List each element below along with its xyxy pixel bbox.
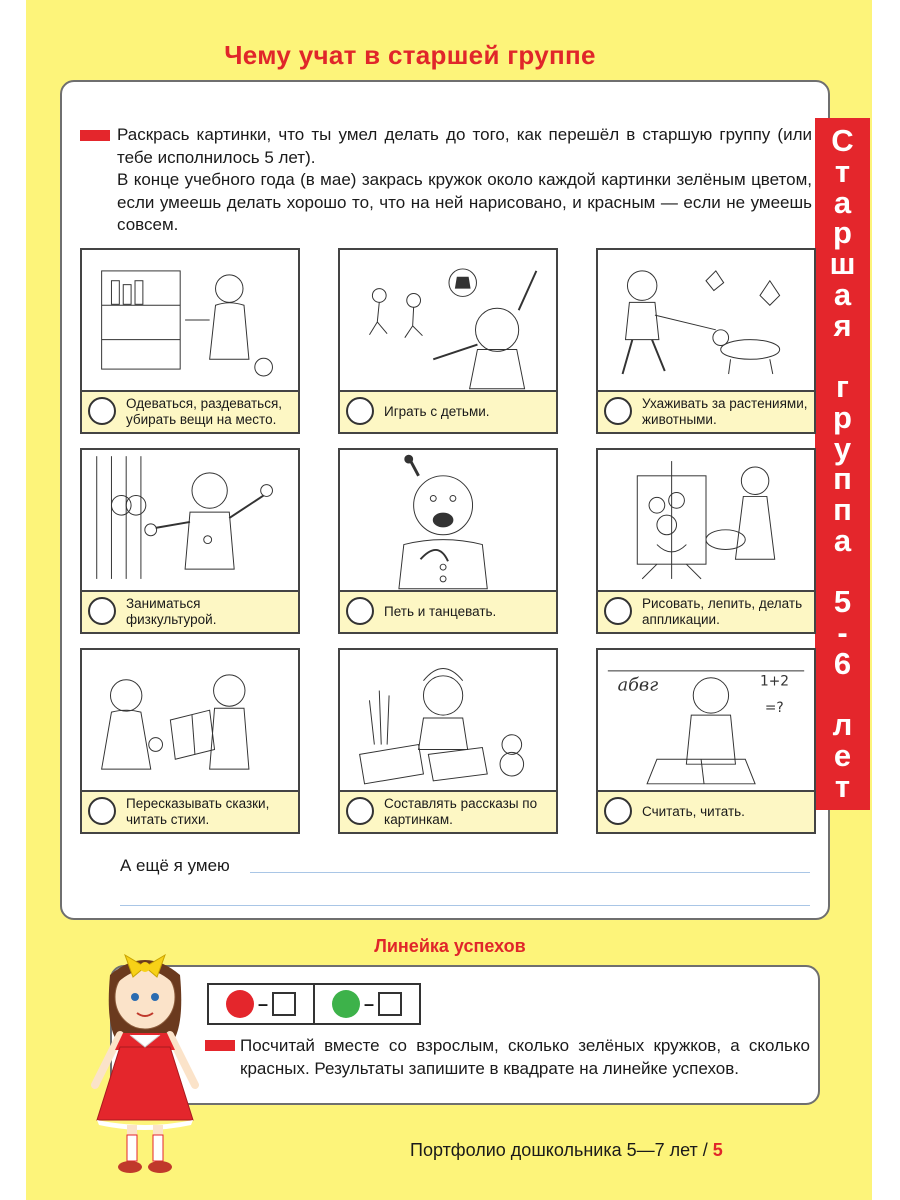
rating-circle[interactable] bbox=[88, 397, 116, 425]
boy-singing-icon bbox=[340, 450, 556, 590]
success-ruler-title: Линейка успехов bbox=[374, 936, 526, 956]
rating-circle[interactable] bbox=[346, 397, 374, 425]
activity-card bbox=[596, 248, 816, 434]
write-line-2[interactable] bbox=[120, 905, 810, 906]
dash: – bbox=[363, 993, 374, 1014]
boy-with-dumbbells-icon bbox=[82, 450, 298, 590]
activity-caption-text: Составлять рассказы по картинкам. bbox=[384, 796, 538, 827]
instruction-marker bbox=[80, 130, 110, 141]
dash: – bbox=[257, 993, 268, 1014]
activity-card bbox=[596, 648, 816, 834]
side-tab-letter: г bbox=[836, 369, 849, 404]
activity-caption bbox=[82, 790, 298, 832]
side-tab-letter: а bbox=[833, 184, 852, 220]
boy-at-blackboard-icon bbox=[598, 650, 814, 790]
activity-card bbox=[596, 448, 816, 634]
count-instruction bbox=[240, 1034, 810, 1080]
side-tab-letter: р bbox=[833, 215, 852, 251]
side-tab-letter: - bbox=[837, 615, 848, 650]
rating-circle[interactable] bbox=[604, 597, 632, 625]
boys-playing-football-icon bbox=[340, 250, 556, 390]
side-tab-letter: а bbox=[833, 522, 852, 558]
count-instruction-text: Посчитай вместе со взрослым, сколько зелёных кружков, а сколько красных. Результаты запишите в квадрате на линейке успехов. bbox=[240, 1036, 810, 1078]
side-tab-letter: я bbox=[833, 307, 852, 343]
activity-caption bbox=[598, 790, 814, 832]
activity-caption-text: Петь и танцевать. bbox=[384, 604, 497, 619]
rating-circle[interactable] bbox=[88, 597, 116, 625]
activity-card bbox=[80, 448, 300, 634]
side-tab-letter: р bbox=[833, 399, 852, 435]
activity-card bbox=[338, 448, 558, 634]
children-reading-book-icon bbox=[82, 650, 298, 790]
side-tab-letter: т bbox=[834, 153, 851, 189]
page-footer bbox=[410, 1140, 723, 1161]
side-tab-letter: п bbox=[833, 461, 852, 497]
rating-circle[interactable] bbox=[346, 597, 374, 625]
svg-text:абвг: абвг bbox=[617, 675, 659, 696]
age-group-side-tab bbox=[815, 118, 870, 810]
girl-painting-icon bbox=[598, 450, 814, 590]
svg-text:=?: =? bbox=[764, 700, 784, 717]
activity-cards-grid bbox=[80, 248, 808, 834]
girl-tidying-shelf-icon bbox=[82, 250, 298, 390]
side-tab-letter: С bbox=[831, 123, 854, 158]
activity-caption bbox=[82, 590, 298, 632]
activity-caption bbox=[340, 790, 556, 832]
activity-card bbox=[338, 248, 558, 434]
side-tab-letter: 5 bbox=[833, 584, 852, 620]
activity-caption bbox=[82, 390, 298, 432]
activity-card bbox=[338, 648, 558, 834]
instructions bbox=[117, 124, 812, 237]
activity-caption-text: Играть с детьми. bbox=[384, 404, 490, 419]
activity-caption-text: Одеваться, раздеваться, убирать вещи на место. bbox=[126, 396, 283, 427]
activity-caption bbox=[598, 590, 814, 632]
rating-circle[interactable] bbox=[604, 397, 632, 425]
side-tab-letter: т bbox=[834, 768, 851, 804]
activity-caption-text: Ухаживать за растениями, животными. bbox=[642, 396, 808, 427]
success-ruler bbox=[207, 983, 421, 1025]
activity-caption-text: Пересказывать сказки, читать стихи. bbox=[126, 796, 270, 827]
activity-caption bbox=[340, 590, 556, 632]
rating-circle[interactable] bbox=[604, 797, 632, 825]
side-tab-letter: а bbox=[833, 276, 852, 312]
activity-caption bbox=[340, 390, 556, 432]
activity-caption bbox=[598, 390, 814, 432]
green-result-cell bbox=[315, 985, 419, 1023]
write-line-1[interactable] bbox=[250, 872, 810, 873]
red-count-box[interactable] bbox=[272, 992, 296, 1016]
instruction-paragraph-1: Раскрась картинки, что ты умел делать до того, как перешёл в старшую группу (или тебе исполнилось 5 лет). bbox=[117, 125, 812, 167]
activity-caption-text: Рисовать, лепить, делать аппликации. bbox=[642, 596, 803, 627]
green-circle-icon bbox=[332, 990, 360, 1018]
activity-caption-text: Заниматься физкультурой. bbox=[126, 596, 217, 627]
green-count-box[interactable] bbox=[378, 992, 402, 1016]
side-tab-letter: е bbox=[833, 738, 852, 773]
page-title: Чему учат в старшей группе bbox=[224, 40, 596, 70]
also-i-can-label: А ещё я умею bbox=[120, 856, 230, 875]
girl-illustration bbox=[75, 935, 215, 1180]
rating-circle[interactable] bbox=[346, 797, 374, 825]
side-tab-letter: ш bbox=[829, 246, 856, 281]
footer-text: Портфолио дошкольника 5—7 лет / bbox=[410, 1140, 713, 1160]
red-circle-icon bbox=[226, 990, 254, 1018]
red-result-cell bbox=[209, 985, 315, 1023]
page-number: 5 bbox=[712, 1140, 723, 1160]
rating-circle[interactable] bbox=[88, 797, 116, 825]
activity-card bbox=[80, 648, 300, 834]
side-tab-letter: п bbox=[833, 492, 852, 527]
boy-walking-dog-icon bbox=[598, 250, 814, 390]
side-tab-letter: у bbox=[833, 430, 852, 466]
svg-text:1+2: 1+2 bbox=[760, 673, 789, 690]
girl-drawing-pictures-icon bbox=[340, 650, 556, 790]
instruction-paragraph-2: В конце учебного года (в мае) закрась кружок около каждой картинки зелёным цветом, если умеешь делать хорошо то, что на ней нарисовано, и красным — если не умеешь совсем. bbox=[117, 170, 812, 235]
side-tab-letter: л bbox=[832, 707, 853, 743]
activity-caption-text: Считать, читать. bbox=[642, 804, 745, 819]
side-tab-letter: 6 bbox=[833, 645, 852, 681]
activity-card bbox=[80, 248, 300, 434]
